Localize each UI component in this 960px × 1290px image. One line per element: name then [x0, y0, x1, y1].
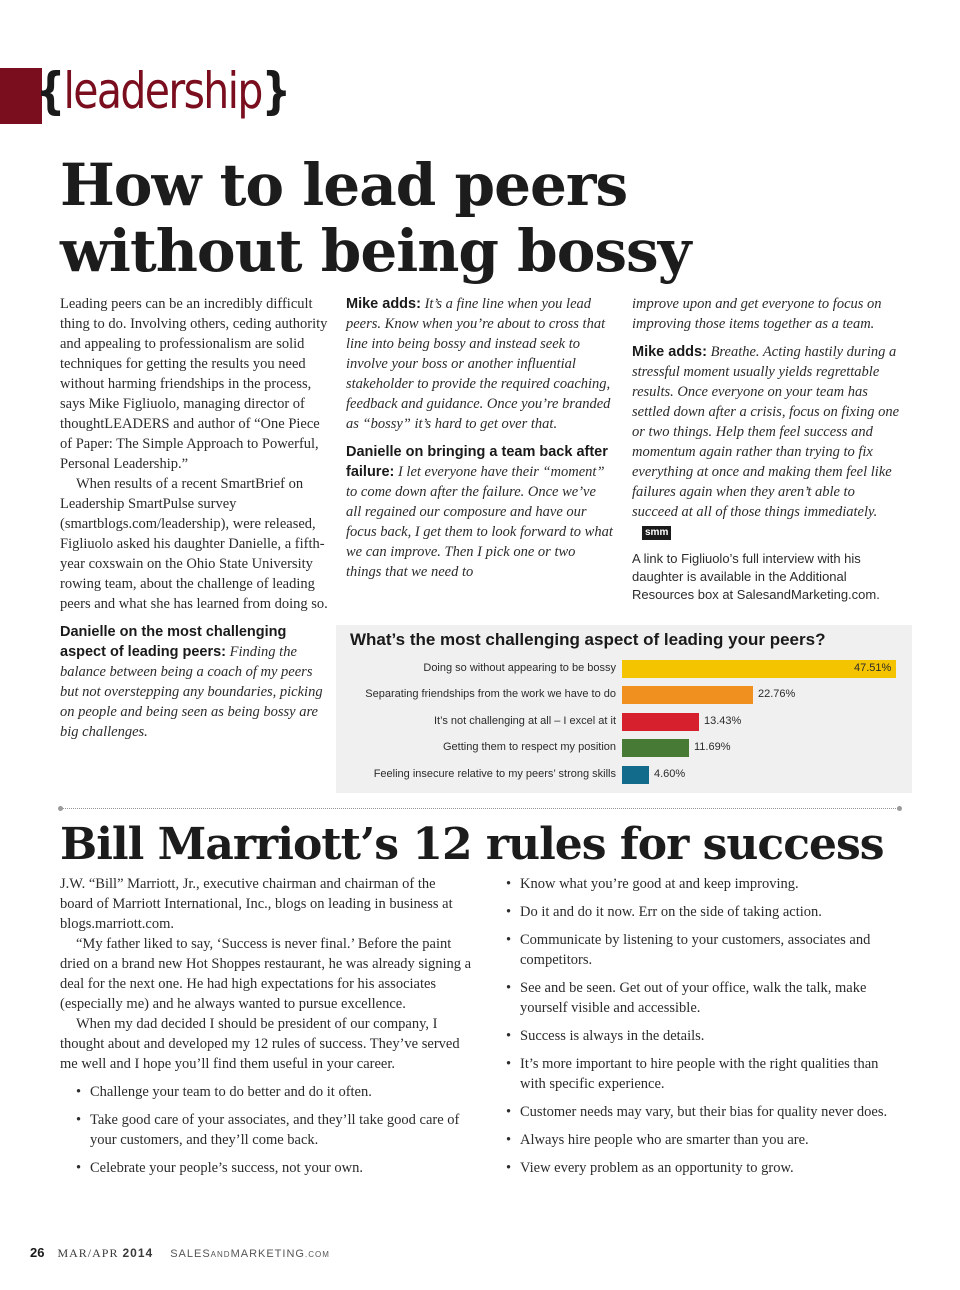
marriott-rules-intro: When my dad decided I should be president of our company, I thought about and developed my 12 rules of success. They’ve served me well and I hope you’ll find them useful in your career.	[60, 1016, 460, 1072]
rules-list-right	[506, 874, 900, 1178]
qa-answer: It’s a fine line when you lead peers. Know when you’re about to cross that line into being bossy and instead seek to involve your boss or another influential stakeholder to provide the required coaching, feedback and guidance. Once you’re branded as “bossy” it’s hard to get over that.	[346, 296, 611, 432]
chart-value-label: 4.60%	[654, 767, 686, 780]
section-tag-label: leadership	[63, 62, 262, 120]
chart-title: What’s the most challenging aspect of leading your peers?	[350, 630, 826, 649]
qa-continued-text: improve upon and get everyone to focus on improving those items together as a team.	[632, 296, 882, 332]
chart-value-label: 11.69%	[694, 741, 731, 754]
section-divider	[60, 808, 900, 809]
qa-label: Mike adds:	[346, 296, 421, 312]
rule-item: • Success is always in the details.	[506, 1026, 900, 1046]
intro-paragraph: Leading peers can be an incredibly difficult thing to do. Involving others, ceding authority and appealing to professionalism are solid techniques for getting the results you need without harming friendships in the process, says Mike Figliuolo, managing director of thoughtLEADERS and author of “One Piece of Paper: The Simple Approach to Powerful, Personal Leadership.”	[60, 296, 328, 472]
rule-item: • See and be seen. Get out of your office, walk the talk, make yourself visible and accessible.	[506, 978, 900, 1018]
page-footer	[30, 1245, 330, 1261]
divider-dot-right	[897, 806, 902, 811]
chart-bar	[622, 686, 753, 704]
issue-month: MAR/APR	[57, 1246, 119, 1260]
qa-mike-first	[346, 294, 614, 434]
chart-bar	[622, 766, 649, 784]
qa-danielle-failure	[346, 442, 614, 582]
marriott-quote-paragraph: “My father liked to say, ‘Success is never final.’ Before the paint dried on a brand new Hot Shoppes restaurant, he was already signing a deal for the next one. He had high expectations for his associates (especially me) and he always wanted to pursue excellence.	[60, 936, 472, 1012]
chart-value-label: 47.51%	[854, 662, 892, 674]
chart-bar	[622, 713, 699, 731]
end-mark: smm	[642, 526, 671, 540]
qa-danielle-challenge	[60, 622, 328, 742]
rule-item: • Customer needs may vary, but their bias for quality never does.	[506, 1102, 900, 1122]
chart-value-label: 13.43%	[704, 714, 742, 727]
article-column-1	[60, 294, 328, 742]
rule-item: • Communicate by listening to your customers, associates and competitors.	[506, 930, 900, 970]
issue-year: 2014	[122, 1246, 154, 1260]
section-tag-open: {	[36, 62, 64, 120]
page-number: 26	[30, 1245, 45, 1260]
rule-item: • Take good care of your associates, and they’ll take good care of your customers, and they’ll come back.	[60, 1110, 472, 1150]
survey-paragraph: When results of a recent SmartBrief on Leadership SmartPulse survey (smartblogs.com/leadership), were released, Figliuolo asked his daughter Danielle, a fifth-year coxswain on the Ohio State University rowing team, about the challenge of leading peers and what she has learned from doing so.	[60, 476, 328, 612]
magazine-url-part: AND	[210, 1250, 231, 1259]
qa-answer: Finding the balance between being a coach of my peers but not overstepping any boundaries, picking on people and being seen as being bossy are big challenges.	[60, 644, 323, 740]
rule-item: • It’s more important to hire people with the right qualities than with specific experience.	[506, 1054, 900, 1094]
magazine-url-part: MARKETING	[230, 1248, 305, 1260]
rule-item: • View every problem as an opportunity to grow.	[506, 1158, 900, 1178]
qa-label: Danielle on bringing a team back after failure:	[346, 444, 608, 480]
chart-value-label: 22.76%	[758, 688, 796, 701]
marriott-column-left	[60, 874, 472, 1178]
chart-category-label: Separating friendships from the work we have to do	[365, 688, 616, 701]
chart-category-label: Getting them to respect my position	[442, 741, 616, 754]
chart-category-label: Feeling insecure relative to my peers’ strong skills	[373, 767, 616, 780]
section-tag-close: }	[261, 62, 290, 120]
magazine-url-part: .COM	[304, 1250, 330, 1259]
qa-answer: Breathe. Acting hastily during a stressful moment usually yields regrettable results. Once everyone on your team has settled down after a crisis, focus on fixing one or two things. Help them feel success and momentum again rather than trying to fix everything at once and making them feel like failures again when they aren’t able to succeed at all of those things immediately.	[632, 344, 900, 520]
qa-label: Mike adds:	[632, 344, 707, 360]
rule-item: • Know what you’re good at and keep improving.	[506, 874, 900, 894]
chart-category-label: It’s not challenging at all – I excel at it	[433, 714, 616, 727]
marriott-intro: J.W. “Bill” Marriott, Jr., executive chairman and chairman of the board of Marriott International, Inc., blogs on leading in business at blogs.marriott.com.	[60, 876, 453, 932]
marriott-headline: Bill Marriott’s 12 rules for success	[60, 819, 884, 870]
issue-date	[57, 1246, 153, 1260]
magazine-url	[170, 1248, 330, 1260]
chart-bar	[622, 739, 689, 757]
rule-item: • Always hire people who are smarter than you are.	[506, 1130, 900, 1150]
magazine-url-part: SALES	[170, 1248, 211, 1260]
rule-item: • Do it and do it now. Err on the side of taking action.	[506, 902, 900, 922]
article-headline-line-2: without being bossy	[60, 217, 691, 285]
rule-item: • Celebrate your people’s success, not your own.	[60, 1158, 472, 1178]
rule-item: • Challenge your team to do better and do it often.	[60, 1082, 472, 1102]
qa-mike-second	[632, 342, 904, 542]
article-headline-line-1: How to lead peers	[60, 151, 628, 219]
rules-list-left	[60, 1082, 472, 1178]
section-tag	[36, 58, 289, 124]
chart-category-label: Doing so without appearing to be bossy	[423, 662, 616, 674]
article-column-3	[632, 294, 904, 604]
marriott-column-right	[506, 874, 900, 1178]
link-note: A link to Figliuolo’s full interview with his daughter is available in the Additional Resources box at SalesandMarketing.com.	[632, 551, 880, 602]
qa-label: Danielle on the most challenging aspect of leading peers:	[60, 624, 287, 660]
article-column-2	[346, 294, 614, 582]
qa-answer: I let everyone have their “moment” to come down after the failure. Once we’ve all regained our composure and have our focus back, I get them to look forward to what we can improve. Then I pick one or two things that we need to	[346, 464, 613, 580]
